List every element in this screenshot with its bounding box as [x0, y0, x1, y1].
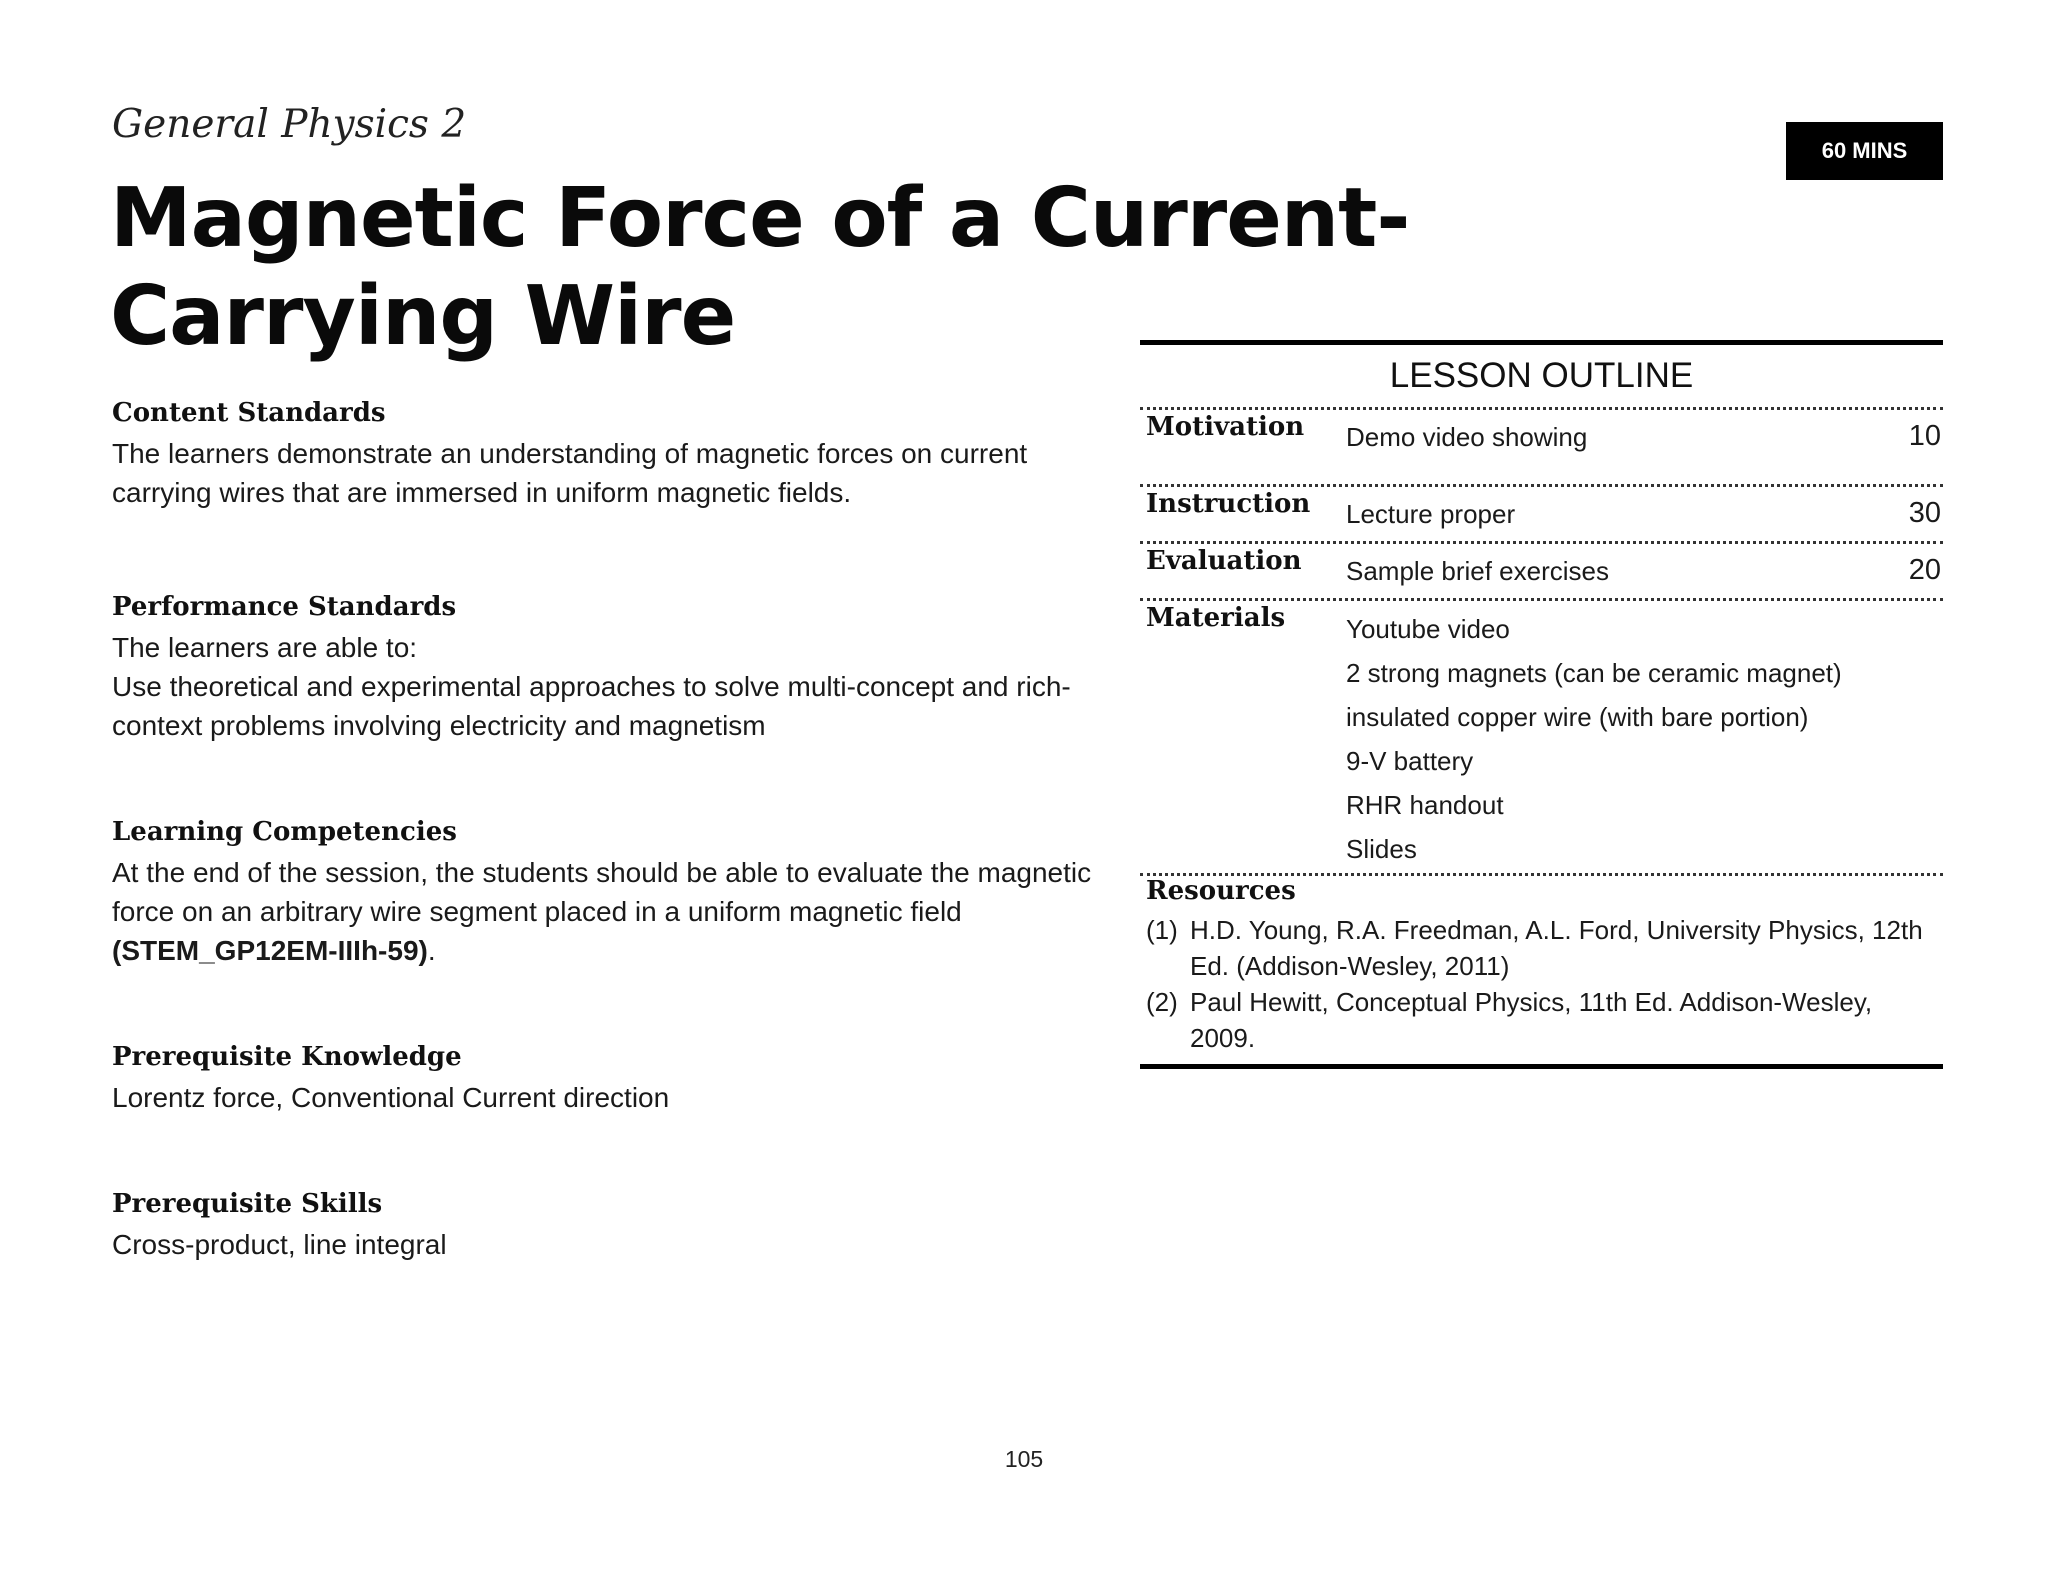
section-heading: Prerequisite Knowledge: [112, 1042, 462, 1072]
row-content: Lecture proper: [1346, 499, 1516, 529]
row-minutes: 30: [1908, 497, 1941, 529]
list-item: RHR handout: [1346, 790, 1504, 820]
row-label: Evaluation: [1146, 546, 1302, 576]
section-heading: Content Standards: [112, 398, 386, 428]
outline-row-motivation: [1140, 407, 1943, 484]
resource-item: [1146, 984, 1943, 1056]
competency-text: At the end of the session, the students should be able to evaluate the magnetic force on an arbitrary wire segment placed in a uniform magnetic field: [112, 857, 1092, 927]
page-number: 105: [1004, 1446, 1044, 1472]
list-item: Slides: [1346, 834, 1417, 864]
prerequisite-skills-section: [112, 1187, 1122, 1264]
row-content: Demo video showing: [1346, 422, 1588, 452]
row-content: Sample brief exercises: [1346, 556, 1609, 586]
section-heading: Performance Standards: [112, 592, 457, 622]
performance-standards-section: [112, 590, 1122, 745]
prerequisite-knowledge-section: [112, 1040, 1122, 1117]
section-heading: Learning Competencies: [112, 817, 457, 847]
section-body: Use theoretical and experimental approaches to solve multi-concept and rich-context problems involving electricity and magnetism: [112, 671, 1071, 741]
lesson-outline-table: [1140, 340, 1943, 1069]
outline-row-instruction: [1140, 484, 1943, 541]
resource-number: (2): [1146, 987, 1178, 1017]
materials-list: [1346, 607, 1943, 871]
content-standards-section: [112, 396, 1122, 512]
list-item: Youtube video: [1346, 614, 1510, 644]
learning-competencies-section: [112, 815, 1122, 970]
section-body: The learners are able to:: [112, 632, 418, 663]
outline-row-evaluation: [1140, 541, 1943, 598]
row-label: Motivation: [1146, 412, 1305, 442]
section-body: Cross-product, line integral: [112, 1229, 447, 1260]
section-body: Lorentz force, Conventional Current direction: [112, 1082, 670, 1113]
resources-heading: Resources: [1146, 876, 1296, 906]
duration-badge: 60 MINS: [1786, 122, 1943, 180]
lesson-title: Magnetic Force of a Current-Carrying Wire: [110, 171, 1410, 364]
competency-end: .: [427, 935, 436, 966]
row-label: Instruction: [1146, 489, 1311, 519]
section-body: The learners demonstrate an understanding of magnetic forces on current carrying wires that are immersed in uniform magnetic fields.: [112, 438, 1028, 508]
section-body: [112, 853, 1122, 970]
row-minutes: 20: [1908, 554, 1941, 586]
row-label: Materials: [1146, 603, 1286, 633]
resource-text: Paul Hewitt, Conceptual Physics, 11th Ed. Addison-Wesley, 2009.: [1190, 987, 1873, 1053]
resource-number: (1): [1146, 915, 1178, 945]
standards-column: [112, 396, 1122, 1334]
outline-row-materials: [1140, 598, 1943, 873]
lesson-outline-title: LESSON OUTLINE: [1389, 356, 1694, 395]
competency-code: (STEM_GP12EM-IIIh-59): [112, 935, 428, 966]
resource-item: [1146, 912, 1943, 984]
list-item: insulated copper wire (with bare portion): [1346, 702, 1809, 732]
subject-name: General Physics 2: [112, 102, 467, 147]
section-heading: Prerequisite Skills: [112, 1189, 383, 1219]
list-item: 9-V battery: [1346, 746, 1474, 776]
row-minutes: 10: [1908, 420, 1941, 452]
list-item: 2 strong magnets (can be ceramic magnet): [1346, 658, 1842, 688]
outline-resources: [1140, 873, 1943, 1064]
materials-content: [1346, 601, 1943, 873]
resource-text: H.D. Young, R.A. Freedman, A.L. Ford, University Physics, 12th Ed. (Addison-Wesley, 2011): [1190, 915, 1923, 981]
